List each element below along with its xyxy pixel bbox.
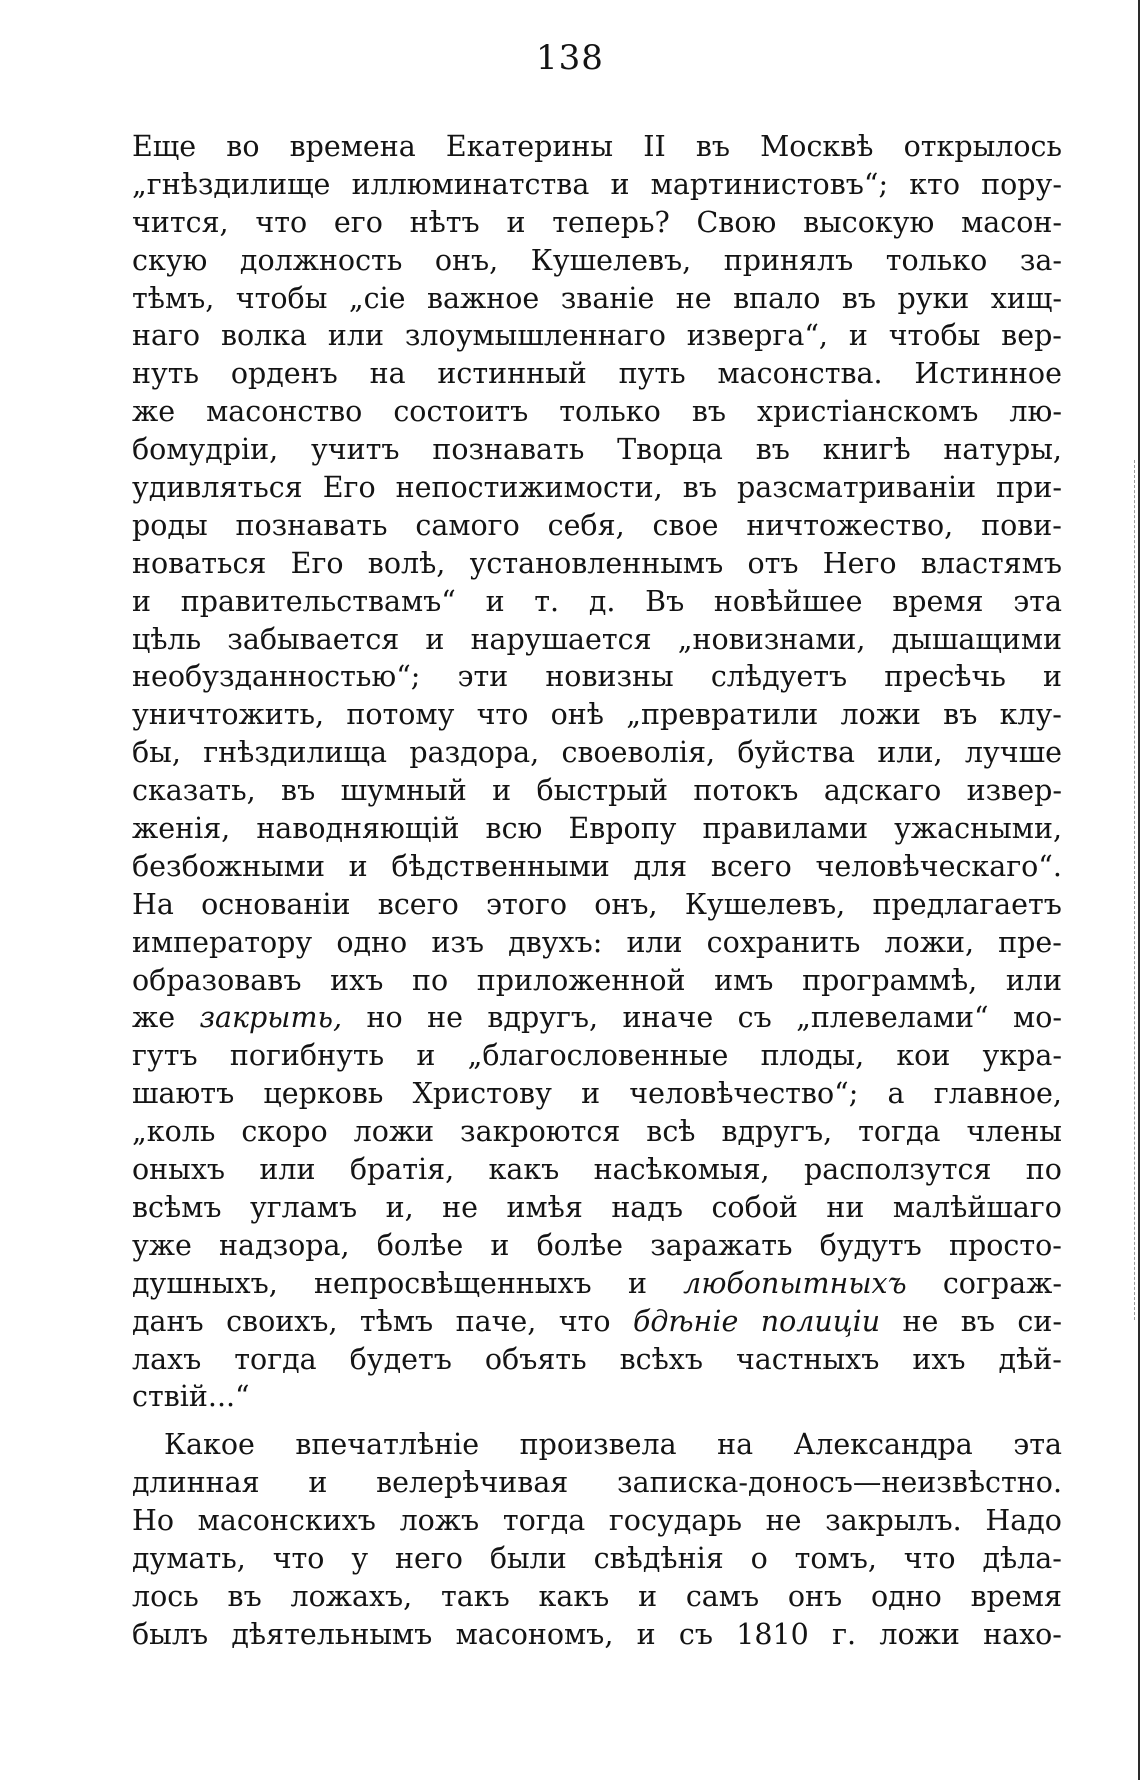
paragraph-gap <box>132 1416 1062 1426</box>
right-margin-ticks <box>1134 460 1136 1320</box>
text-line: наго волка или злоумышленнаго изверга“, и чтобы вер- <box>132 319 1062 353</box>
text-block <box>132 128 1062 1654</box>
text-line: императору одно изъ двухъ: или сохранить ложи, пре- <box>132 925 1062 959</box>
text-line: чится, что его нѣтъ и теперь? Свою высокую масон- <box>132 205 1062 239</box>
text-line: же закрыть, но не вдругъ, иначе съ „плевелами“ мо- <box>132 1001 1062 1035</box>
text-line: оныхъ или братія, какъ насѣкомыя, расползутся по <box>132 1153 1062 1187</box>
text-line: всѣмъ угламъ и, не имѣя надъ собой ни малѣйшаго <box>132 1190 1062 1224</box>
page-number: 138 <box>536 38 604 78</box>
text-line: бы, гнѣздилища раздора, своеволія, буйства или, лучше <box>132 736 1062 770</box>
text-line: Еще во времена Екатерины II въ Москвѣ открылось <box>132 130 1062 163</box>
text-line: гутъ погибнуть и „благословенные плоды, кои укра- <box>132 1039 1062 1073</box>
text-line: безбожными и бѣдственными для всего человѣческаго“. <box>132 849 1062 883</box>
text-line: На основаніи всего этого онъ, Кушелевъ, предлагаетъ <box>132 887 1062 921</box>
text-line: сказать, въ шумный и быстрый потокъ адскаго извер- <box>132 774 1062 808</box>
text-line: удивляться Его непостижимости, въ разсматриваніи при- <box>132 471 1062 505</box>
text-line: необузданностью“; эти новизны слѣдуетъ пресѣчь и <box>132 660 1062 694</box>
text-line: новаться Его волѣ, установленнымъ отъ Него властямъ <box>132 546 1062 580</box>
text-line: уничтожить, потому что онѣ „превратили ложи въ клу- <box>132 698 1062 732</box>
text-line: уже надзора, болѣе и болѣе заражать будутъ просто- <box>132 1228 1062 1262</box>
text-line: данъ своихъ, тѣмъ паче, что бдѣніе полиціи не въ си- <box>132 1304 1062 1338</box>
text-line: „гнѣздилище иллюминатства и мартинистовъ“; кто пору- <box>132 167 1062 201</box>
text-line: и правительствамъ“ и т. д. Въ новѣйшее время эта <box>132 584 1062 618</box>
text-line: же масонство состоитъ только въ христіанскомъ лю- <box>132 395 1062 429</box>
text-line: думать, что у него были свѣдѣнія о томъ, что дѣла- <box>132 1541 1062 1575</box>
text-line: скую должность онъ, Кушелевъ, принялъ только за- <box>132 243 1062 277</box>
text-line: душныхъ, непросвѣщенныхъ и любопытныхъ сограж- <box>132 1266 1062 1300</box>
text-line: нуть орденъ на истинный путь масонства. Истинное <box>132 357 1062 391</box>
text-line: длинная и велерѣчивая записка-доносъ—неизвѣстно. <box>132 1466 1062 1500</box>
text-line: Но масонскихъ ложъ тогда государь не закрылъ. Надо <box>132 1504 1062 1538</box>
text-line: бомудріи, учитъ познавать Творца въ книгѣ натуры, <box>132 433 1062 467</box>
text-line: роды познавать самого себя, свое ничтожество, пови- <box>132 508 1062 542</box>
text-line: ствій...“ <box>132 1380 250 1414</box>
text-line: Какое впечатлѣніе произвела на Александра эта <box>164 1428 1062 1462</box>
text-line: „коль скоро ложи закроются всѣ вдругъ, тогда члены <box>132 1115 1062 1149</box>
text-line: лось въ ложахъ, такъ какъ и самъ онъ одно время <box>132 1579 1062 1613</box>
text-line: тѣмъ, чтобы „сіе важное званіе не впало въ руки хищ- <box>132 281 1062 315</box>
text-line: цѣль забывается и нарушается „новизнами, дышащими <box>132 622 1062 656</box>
text-line: лахъ тогда будетъ объять всѣхъ частныхъ ихъ дѣй- <box>132 1342 1062 1376</box>
text-line: образовавъ ихъ по приложенной имъ программѣ, или <box>132 963 1062 997</box>
text-line: былъ дѣятельнымъ масономъ, и съ 1810 г. ложи нахо- <box>132 1617 1062 1651</box>
text-line: шаютъ церковь Христову и человѣчество“; а главное, <box>132 1077 1062 1111</box>
text-line: женія, наводняющій всю Европу правилами ужасными, <box>132 812 1062 846</box>
